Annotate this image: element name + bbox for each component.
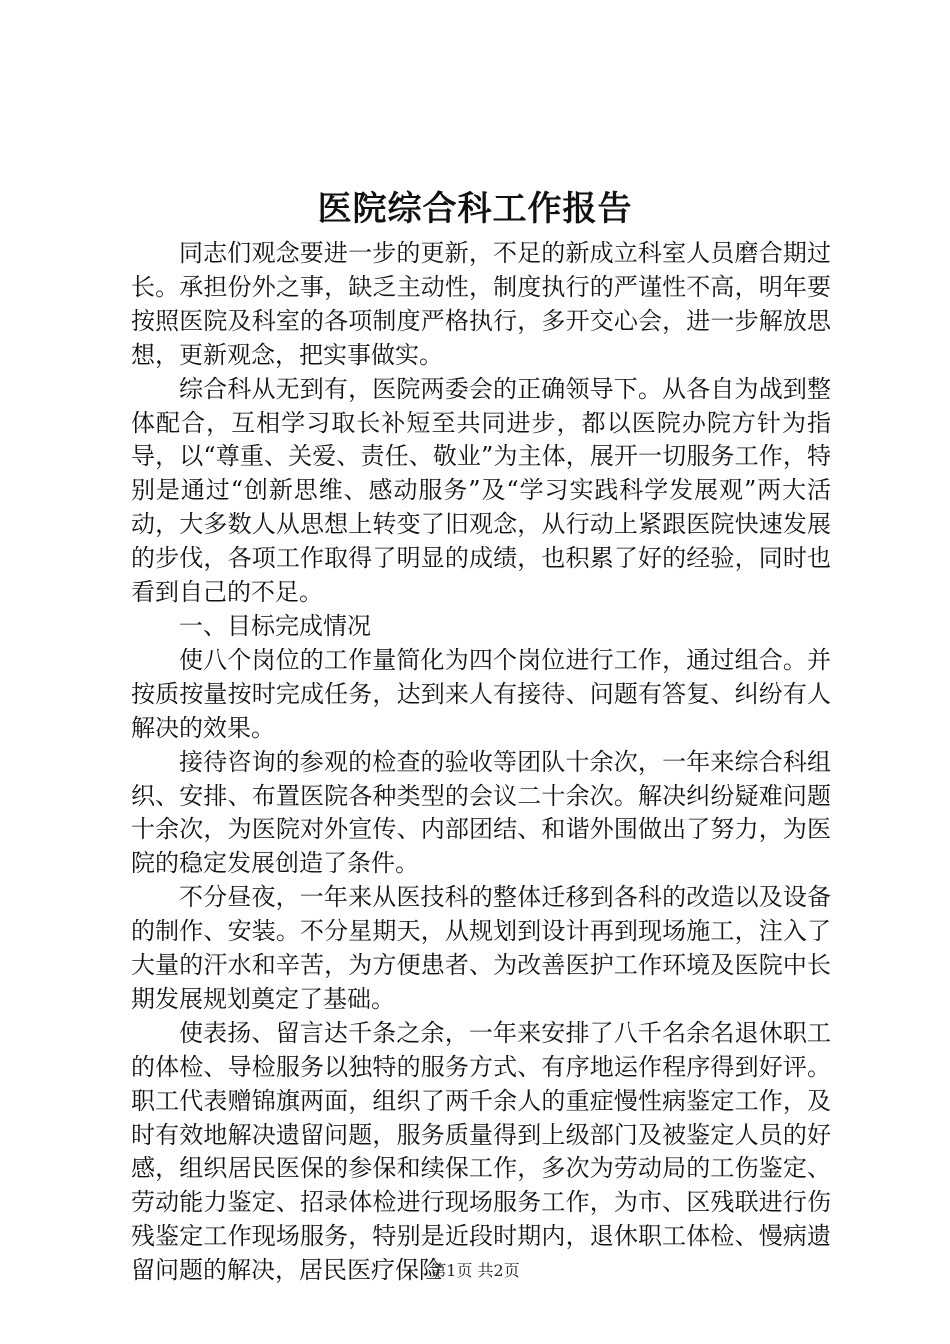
document-title: 医院综合科工作报告	[317, 189, 633, 229]
section-heading: 一、目标完成情况	[179, 611, 371, 640]
paragraph-1: 同志们观念要进一步的更新，不足的新成立科室人员磨合期过长。承担份外之事，缺乏主动性，制度执行的严谨性不高，明年要按照医院及科室的各项制度严格执行，多开交心会，进一步解放思想，更新观念，把实事做实。	[131, 239, 831, 369]
paragraph-3: 使八个岗位的工作量简化为四个岗位进行工作，通过组合。并按质按量按时完成任务，达到来人有接待、问题有答复、纠纷有人解决的效果。	[131, 645, 831, 742]
paragraph-5: 不分昼夜，一年来从医技科的整体迁移到各科的改造以及设备的制作、安装。不分星期天，从规划到设计再到现场施工，注入了大量的汗水和辛苦，为方便患者、为改善医护工作环境及医院中长期发展规划奠定了基础。	[131, 883, 831, 1013]
paragraph-4: 接待咨询的参观的检查的验收等团队十余次，一年来综合科组织、安排、布置医院各种类型的会议二十余次。解决纠纷疑难问题十余次，为医院对外宣传、内部团结、和谐外围做出了努力，为医院的稳定发展创造了条件。	[131, 747, 831, 878]
paragraph-2: 综合科从无到有，医院两委会的正确领导下。从各自为战到整体配合，互相学习取长补短至共同进步，都以医院办院方针为指导，以“尊重、关爱、责任、敬业”为主体，展开一切服务工作，特别是通过“创新思维、感动服务”及“学习实践科学发展观”两大活动，大多数人从思想上转变了旧观念，从行动上紧跟医院快速发展的步伐，各项工作取得了明显的成绩，也积累了好的经验，同时也看到自己的不足。	[131, 374, 831, 607]
paragraph-6: 使表扬、留言达千条之余，一年来安排了八千名余名退休职工的体检、导检服务以独特的服务方式、有序地运作程序得到好评。职工代表赠锦旗两面，组织了两千余人的重症慢性病鉴定工作，及时有效地解决遗留问题，服务质量得到上级部门及被鉴定人员的好感，组织居民医保的参保和续保工作，多次为劳动局的工伤鉴定、劳动能力鉴定、招录体检进行现场服务工作，为市、区残联进行伤残鉴定工作现场服务，特别是近段时期内，退休职工体检、慢病遗留问题的解决，居民医疗保险	[131, 1018, 831, 1285]
document-body	[131, 237, 831, 1288]
page-footer: 第1页 共2页	[430, 1261, 520, 1280]
